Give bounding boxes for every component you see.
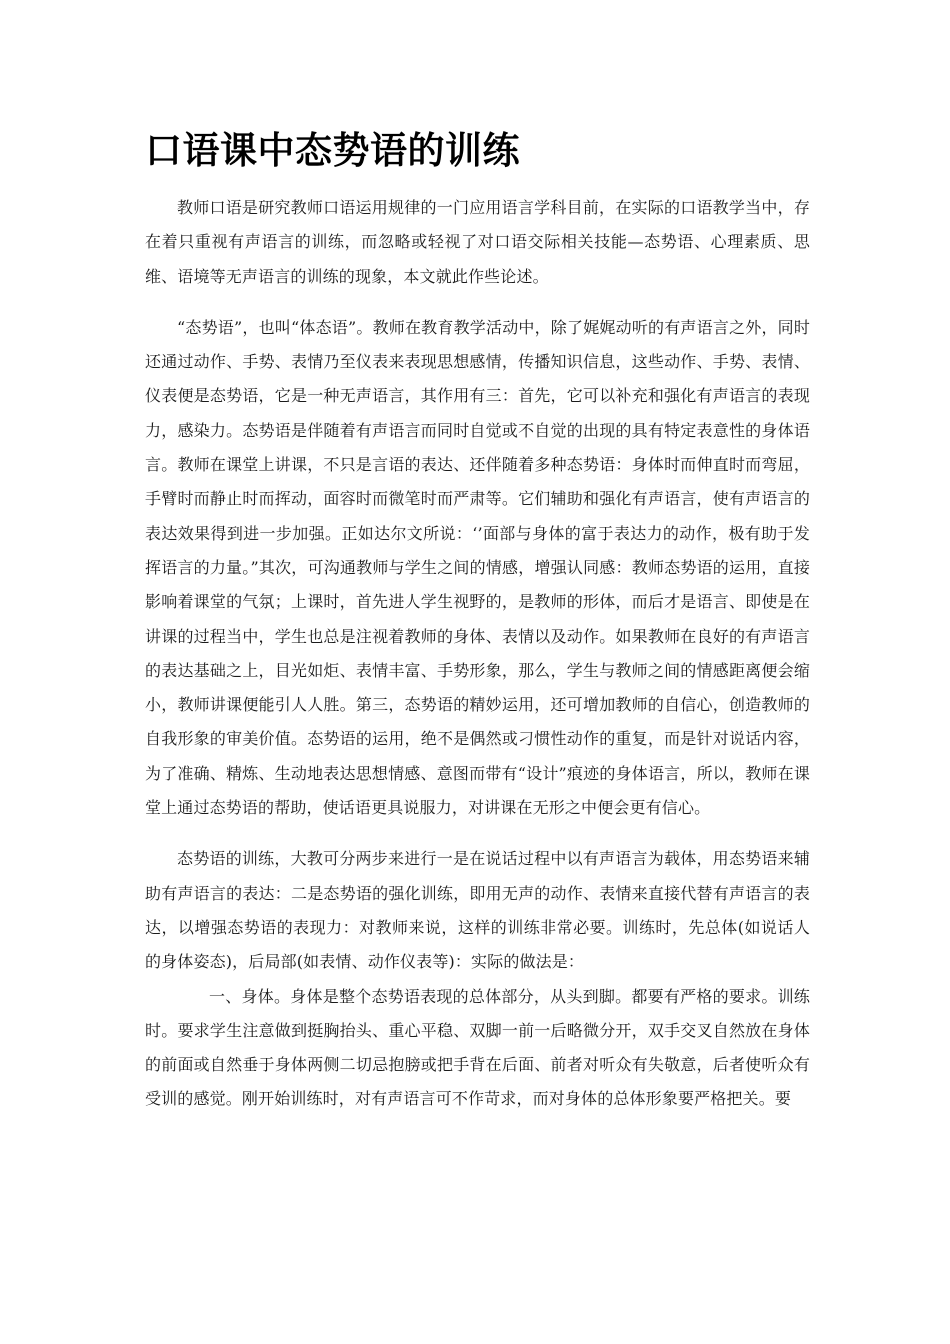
paragraph-training-steps: 态势语的训练，大教可分两步来进行一是在说话过程中以有声语言为载体，用态势语来辅助有声语言的表达：二是态势语的强化训练，即用无声的动作、表情来直接代替有声语言的表达，以增强态势语的表现力：对教师来说，这样的训练非常必要。训练时，先总体(如说话人的身体姿态)，后局部(如表情、动作仪表等)：实际的做法是： xyxy=(145,849,810,972)
paragraph-body-posture: 一、身体。身体是整个态势语表现的总体部分，从头到脚。都要有严格的要求。训练时。要求学生注意做到挺胸抬头、重心平稳、双脚一前一后略微分开，双手交叉自然放在身体的前面或自然垂于身体两侧二切忌抱膀或把手背在后面、前者对听众有失敬意，后者使听众有受训的感觉。刚开始训练时，对有声语言可不作苛求，而对身体的总体形象要严格把关。要 xyxy=(145,986,810,1109)
paragraph-body-language-functions: “态势语”，也叫“体态语”。教师在教育教学活动中，除了娓娓动听的有声语言之外，同时还通过动作、手势、表情乃至仪表来表现思想感情，传播知识信息，这些动作、手势、表情、仪表便是态势语，它是一种无声语言，其作用有三：首先，它可以补充和强化有声语言的表现力，感染力。态势语是伴随着有声语言而同时自觉或不自觉的出现的具有特定表意性的身体语言。教师在课堂上讲课，不只是言语的表达、还伴随着多种态势语：身体时而伸直时而弯屈，手臂时而静止时而挥动，面容时而微笔时而严肃等。它们辅助和强化有声语言，使有声语言的表达效果得到进一步加强。正如达尔文所说：‘’面部与身体的富于表达力的动作，极有助于发挥语言的力量。”其次，可沟通教师与学生之间的情感，增强认同感：教师态势语的运用，直接影响着课堂的气氛；上课时，首先进人学生视野的，是教师的形体，而后才是语言、即使是在讲课的过程当中，学生也总是注视着教师的身体、表情以及动作。如果教师在良好的有声语言的表达基础之上，目光如炬、表情丰富、手势形象，那么，学生与教师之间的情感距离便会缩小，教师讲课便能引人人胜。第三，态势语的精妙运用，还可增加教师的自信心，创造教师的自我形象的审美价值。态势语的运用，绝不是偶然或刁惯性动作的重复，而是针对说话内容，为了准确、精炼、生动地表达思想情感、意图而带有“设计”痕迹的身体语言，所以，教师在课堂上通过态势语的帮助，使话语更具说服力，对讲课在无形之中便会更有信心。 xyxy=(145,317,810,818)
document-page xyxy=(145,125,810,1117)
document-title: 口语课中态势语的训练 xyxy=(145,129,520,172)
paragraph-intro: 教师口语是研究教师口语运用规律的一门应用语言学科目前，在实际的口语教学当中，存在着只重视有声语言的训练，而忽略或轻视了对口语交际相关技能—态势语、心理素质、思维、语境等无声语言的训练的现象，本文就此作些论述。 xyxy=(145,198,810,286)
